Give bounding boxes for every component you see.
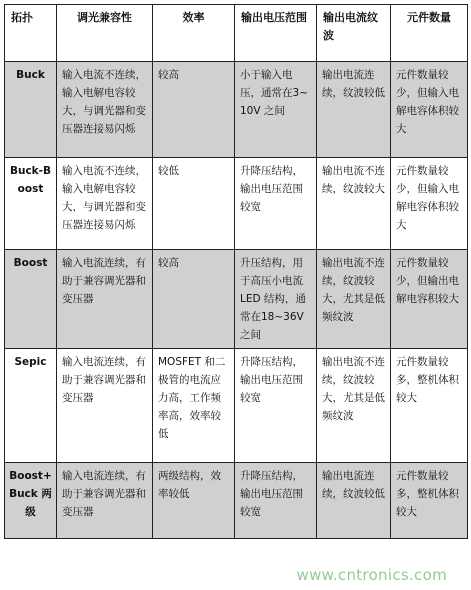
row-vout: 升压结构，用于高压小电流 LED 结构，通常在18~36V 之间 [235,250,317,349]
row-vout: 升降压结构，输出电压范围较宽 [235,463,317,539]
topology-comparison-table [4,4,468,539]
table-row [5,250,468,349]
row-ripple: 输出电流连续，纹波较低 [317,62,391,158]
row-dimmer: 输入电流连续，有助于兼容调光器和变压器 [57,250,153,349]
row-topology: Sepic [5,349,57,463]
table-row [5,349,468,463]
row-ripple: 输出电流不连续，纹波较大，尤其是低频纹波 [317,250,391,349]
header-component-count: 元件数量 [391,5,468,62]
row-vout: 升降压结构，输出电压范围较宽 [235,349,317,463]
row-topology: Boost [5,250,57,349]
row-topology: Buck [5,62,57,158]
header-efficiency: 效率 [153,5,235,62]
header-row [5,5,468,62]
row-vout: 小于输入电压，通常在3~10V 之间 [235,62,317,158]
table-row [5,62,468,158]
row-efficiency: 较低 [153,158,235,250]
row-components: 元件数量较多，整机体积较大 [391,349,468,463]
row-dimmer: 输入电流不连续，输入电解电容较大，与调光器和变压器连接易闪烁 [57,158,153,250]
header-output-current-ripple: 输出电流纹波 [317,5,391,62]
row-efficiency: 较高 [153,250,235,349]
row-components: 元件数量较少，但输出电解电容积较大 [391,250,468,349]
row-efficiency: 两级结构，效率较低 [153,463,235,539]
row-ripple: 输出电流连续，纹波较低 [317,463,391,539]
header-dimmer-compatibility: 调光兼容性 [57,5,153,62]
row-topology: Buck-Boost [5,158,57,250]
row-dimmer: 输入电流不连续，输入电解电容较大，与调光器和变压器连接易闪烁 [57,62,153,158]
row-efficiency: MOSFET 和二极管的电流应力高，工作频率高，效率较低 [153,349,235,463]
table-row [5,158,468,250]
header-topology: 拓扑 [5,5,57,62]
watermark-text: www.cntronics.com [296,566,447,584]
row-dimmer: 输入电流连续，有助于兼容调光器和变压器 [57,349,153,463]
row-topology: Boost+ Buck 两级 [5,463,57,539]
row-ripple: 输出电流不连续，纹波较大，尤其是低频纹波 [317,349,391,463]
row-components: 元件数量较多，整机体积较大 [391,463,468,539]
row-dimmer: 输入电流连续，有助于兼容调光器和变压器 [57,463,153,539]
row-components: 元件数量较少，但输入电解电容体积较大 [391,62,468,158]
header-output-voltage-range: 输出电压范围 [235,5,317,62]
row-components: 元件数量较少，但输入电解电容体积较大 [391,158,468,250]
row-vout: 升降压结构，输出电压范围较宽 [235,158,317,250]
row-ripple: 输出电流不连续，纹波较大 [317,158,391,250]
comparison-table-container [4,4,467,539]
table-row [5,463,468,539]
row-efficiency: 较高 [153,62,235,158]
